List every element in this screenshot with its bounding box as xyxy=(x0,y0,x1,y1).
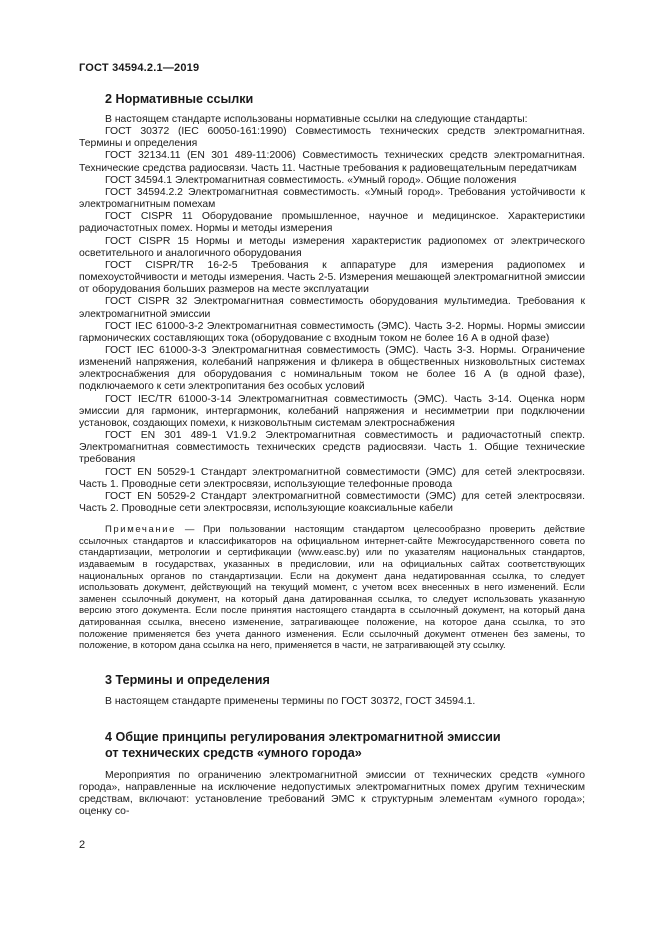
reference-paragraph: ГОСТ CISPR 32 Электромагнитная совместимость оборудования мультимедиа. Требования к электромагнитной эмиссии xyxy=(79,296,585,320)
reference-paragraph: ГОСТ IEC 61000-3-3 Электромагнитная совместимость (ЭМС). Часть 3-3. Нормы. Ограничение изменений напряжения, колебаний напряжения и фликера в общественных низковольтных системах электроснабжения для оборудования с номинальным током не более 16 А (в одной фазе), подключаемого к сети электропитания без особых условий xyxy=(79,344,585,393)
note-label: Примечание xyxy=(105,524,176,536)
reference-paragraph: ГОСТ EN 50529-1 Стандарт электромагнитной совместимости (ЭМС) для сетей электросвязи. Часть 1. Проводные сети электросвязи, использующие телефонные провода xyxy=(79,466,585,490)
section-4-title xyxy=(105,729,585,761)
section-4-title-line1: 4 Общие принципы регулирования электромагнитной эмиссии xyxy=(105,729,501,744)
reference-paragraph: ГОСТ 30372 (IEC 60050-161:1990) Совместимость технических средств электромагнитная. Термины и определения xyxy=(79,126,585,150)
reference-paragraph: ГОСТ CISPR/TR 16-2-5 Требования к аппаратуре для измерения радиопомех и помехоустойчивости и методы измерения. Часть 2-5. Измерения мешающей электромагнитной эмиссии от оборудования больших размеров на месте эксплуатации xyxy=(79,259,585,296)
document-code-header: ГОСТ 34594.2.1—2019 xyxy=(79,62,200,74)
reference-paragraph: ГОСТ 34594.1 Электромагнитная совместимость. «Умный город». Общие положения xyxy=(105,174,517,186)
reference-paragraph: В настоящем стандарте использованы нормативные ссылки на следующие стандарты: xyxy=(105,114,528,125)
section-3-title: 3 Термины и определения xyxy=(105,672,270,687)
reference-paragraph: ГОСТ EN 301 489-1 V1.9.2 Электромагнитная совместимость и радиочастотный спектр. Электромагнитная совместимость технических средств радиосвязи. Часть 1. Общие технические требования xyxy=(79,430,585,466)
reference-paragraph: ГОСТ EN 50529-2 Стандарт электромагнитной совместимости (ЭМС) для сетей электросвязи. Часть 2. Проводные сети электросвязи, использующие коаксиальные кабели xyxy=(79,490,585,514)
section-2-note xyxy=(79,524,585,652)
reference-paragraph: ГОСТ CISPR 15 Нормы и методы измерения характеристик радиопомех от электрического осветительного и аналогичного оборудования xyxy=(79,235,585,259)
section-4-text: Мероприятия по ограничению электромагнитной эмиссии от технических средств «умного города», направленные на исключение недопустимых электромагнитных помех другим техническим средствам, включают: установление требований ЭМС к структурным элементам «умного города»; оценку со- xyxy=(79,769,585,818)
page-content xyxy=(79,91,585,818)
section-4-title-line2: от технических средств «умного города» xyxy=(105,745,362,760)
reference-paragraph: ГОСТ IEC/TR 61000-3-14 Электромагнитная совместимость (ЭМС). Часть 3-14. Оценка норм эмиссии для гармоник, интергармоник, колебаний напряжения и несимметрии при подключении установок, создающих помехи, к низковольтным системам электроснабжения xyxy=(79,393,585,429)
reference-paragraph: ГОСТ 32134.11 (EN 301 489-11:2006) Совместимость технических средств электромагнитная. Технические средства радиосвязи. Часть 11. Частные требования к радиовещательным передатчикам xyxy=(79,150,585,174)
section-3-text: В настоящем стандарте применены термины по ГОСТ 30372, ГОСТ 34594.1. xyxy=(105,695,476,707)
reference-paragraph: ГОСТ 34594.2.2 Электромагнитная совместимость. «Умный город». Требования устойчивости к электромагнитным помехам xyxy=(79,186,585,211)
reference-paragraph: ГОСТ CISPR 11 Оборудование промышленное, научное и медицинское. Характеристики радиочастотных помех. Нормы и методы измерения xyxy=(79,211,585,235)
note-text: — При пользовании настоящим стандартом целесообразно проверить действие ссылочных стандартов и классификаторов на официальном интернет-сайте Межгосударственного совета по стандартизации, метрологии и сертификации (www.easc.by) или по указателям национальных стандартов, издаваемым в государствах, указанных в предисловии, или на официальных сайтах соответствующих национальных органов по стандартизации. Если на документ дана недатированная ссылка, то следует использовать документ, действующий на текущий момент, с учетом всех внесенных в него изменений. Если заменен ссылочный документ, на который дана датированная ссылка, то следует использовать указанную версию этого документа. Если после принятия настоящего стандарта в ссылочный документ, на который дана датированная ссылка, внесено изменение, затрагивающее положение, на которое дана ссылка, то это положение применяется без учета данного изменения. Если ссылочный документ отменен без замены, то положение, в котором дана ссылка на него, применяется в части, не затрагивающей эту ссылку. xyxy=(79,524,585,652)
reference-paragraph: ГОСТ IEC 61000-3-2 Электромагнитная совместимость (ЭМС). Часть 3-2. Нормы. Нормы эмиссии гармонических составляющих тока (оборудование с входным током не более 16 А в одной фазе) xyxy=(79,320,585,344)
section-2-references xyxy=(79,114,585,515)
section-2-title: 2 Нормативные ссылки xyxy=(105,92,254,106)
page-number: 2 xyxy=(79,839,86,851)
